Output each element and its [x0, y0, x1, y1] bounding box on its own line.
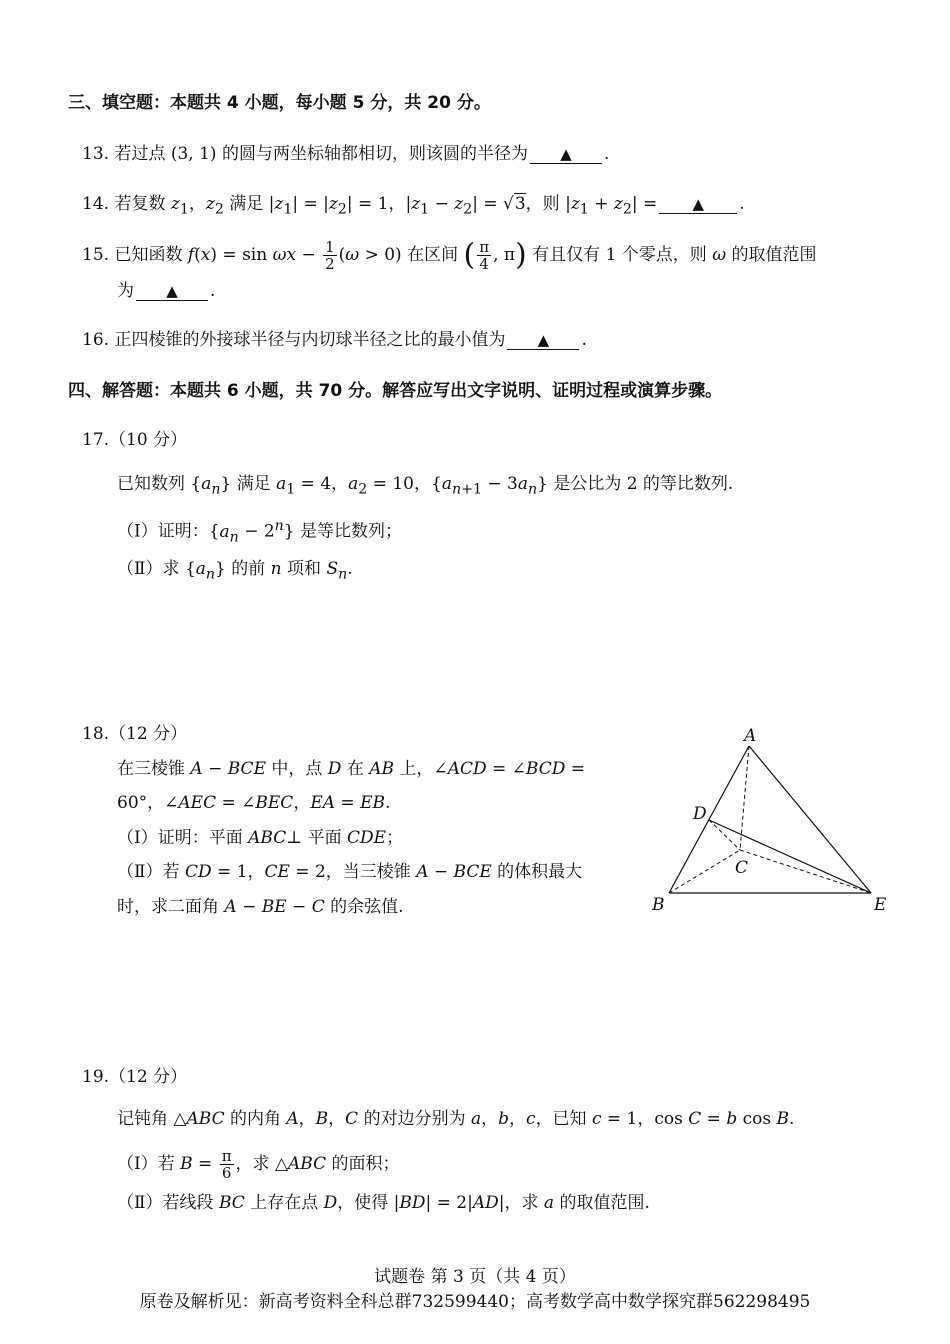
question-15-continued: 为 ▲ .: [117, 281, 216, 301]
label-D: D: [693, 804, 707, 824]
question-15-number: 15.: [82, 245, 110, 265]
question-17-header: 17.（10 分）: [82, 430, 188, 450]
question-17-part-1: （Ⅰ）证明：$\{a_n - 2^n\}$ 是等比数列；: [117, 518, 403, 546]
question-18-part-2: （Ⅱ）若 CD = 1，CE = 2，当三棱锥 A − BCE 的体积最大: [117, 862, 583, 882]
segment-DE: [709, 820, 871, 893]
section-answer-title: 四、解答题：本题共 6 小题，共 70 分。解答应写出文字说明、证明过程或演算步骤。: [68, 381, 723, 401]
question-18-part-2-line-2: 时，求二面角 A − BE − C 的余弦值.: [117, 897, 404, 917]
question-18-part-1: （Ⅰ）证明：平面 ABC⊥ 平面 CDE；: [117, 828, 404, 848]
label-C: C: [735, 858, 749, 878]
label-B: B: [652, 895, 665, 915]
question-16-text: 正四棱锥的外接球半径与内切球半径之比的最小值为: [114, 330, 506, 350]
answer-blank-16[interactable]: ▲: [507, 331, 579, 350]
question-18-stem-line-2: 60°，∠AEC = ∠BEC，EA = EB.: [117, 793, 391, 813]
question-16-number: 16.: [82, 330, 110, 350]
question-17-stem: 已知数列 $\{a_n\}$ 满足 $a_1 = 4$，$a_2 = 10$，$\{a_{n+1} - 3a_n\}$ 是公比为 2 的等比数列.: [117, 474, 734, 498]
tetrahedron-figure: [640, 720, 900, 920]
question-15: [82, 236, 816, 274]
label-A: A: [744, 726, 757, 746]
question-19-stem: 记钝角 △ABC 的内角 A，B，C 的对边分别为 a，b，c，已知 c = 1，cos C = b cos B.: [117, 1109, 795, 1129]
question-18-stem-line-1: 在三棱锥 A − BCE 中，点 D 在 AB 上，∠ACD = ∠BCD =: [117, 759, 586, 779]
answer-blank-15[interactable]: ▲: [136, 282, 208, 301]
question-17-part-2: （Ⅱ）求 $\{a_n\}$ 的前 n 项和 $S_n$.: [117, 559, 353, 583]
question-19-header: 19.（12 分）: [82, 1067, 188, 1087]
question-18-header: 18.（12 分）: [82, 724, 188, 744]
question-15-text: 已知函数 f(x) = sin ωx − $\frac{1}{2}$ (ω > 0) 在区间 ( $\frac{\pi}{4}$ , π) 有且仅有 1 个零点，则 ω 的取值范围: [114, 237, 817, 273]
question-13: 13. 若过点 (3, 1) 的圆与两坐标轴都相切，则该圆的半径为 ▲ .: [82, 144, 610, 164]
source-note: 原卷及解析见：新高考资料全科总群732599440；高考数学高中数学探究群562298495: [139, 1292, 811, 1312]
question-13-text: 若过点 (3, 1) 的圆与两坐标轴都相切，则该圆的半径为: [114, 144, 528, 164]
page-footer: 试题卷 第 3 页（共 4 页）: [374, 1267, 576, 1287]
section-fill-blank-title: 三、填空题：本题共 4 小题，每小题 5 分，共 20 分。: [68, 93, 491, 113]
question-14-text: 若复数 $z_1$，$z_2$ 满足 $|z_1| = |z_2| = 1$，$|z_1 - z_2| = √3$，则 $|z_1 + z_2|$ =: [114, 194, 658, 218]
question-14-number: 14.: [82, 194, 110, 214]
edge-BC: [669, 850, 740, 893]
question-13-number: 13.: [82, 144, 110, 164]
segment-DC: [709, 820, 740, 850]
question-19-part-1: （Ⅰ）若 B = $\frac{\pi}{6}$ ，求 △ABC 的面积；: [117, 1147, 400, 1182]
edge-AE: [749, 746, 871, 893]
label-E: E: [874, 895, 887, 915]
answer-blank-13[interactable]: ▲: [530, 145, 602, 164]
question-14: 14. 若复数 $z_1$，$z_2$ 满足 $|z_1| = |z_2| = 1$，$|z_1 - z_2| = √3$，则 $|z_1 + z_2|$ = ▲ .: [82, 194, 745, 218]
edge-CE: [740, 850, 871, 893]
question-19-part-2: （Ⅱ）若线段 BC 上存在点 D，使得 |BD| = 2|AD|，求 a 的取值范围.: [117, 1193, 650, 1213]
question-16: 16. 正四棱锥的外接球半径与内切球半径之比的最小值为 ▲ .: [82, 330, 587, 350]
answer-blank-14[interactable]: ▲: [659, 195, 737, 214]
